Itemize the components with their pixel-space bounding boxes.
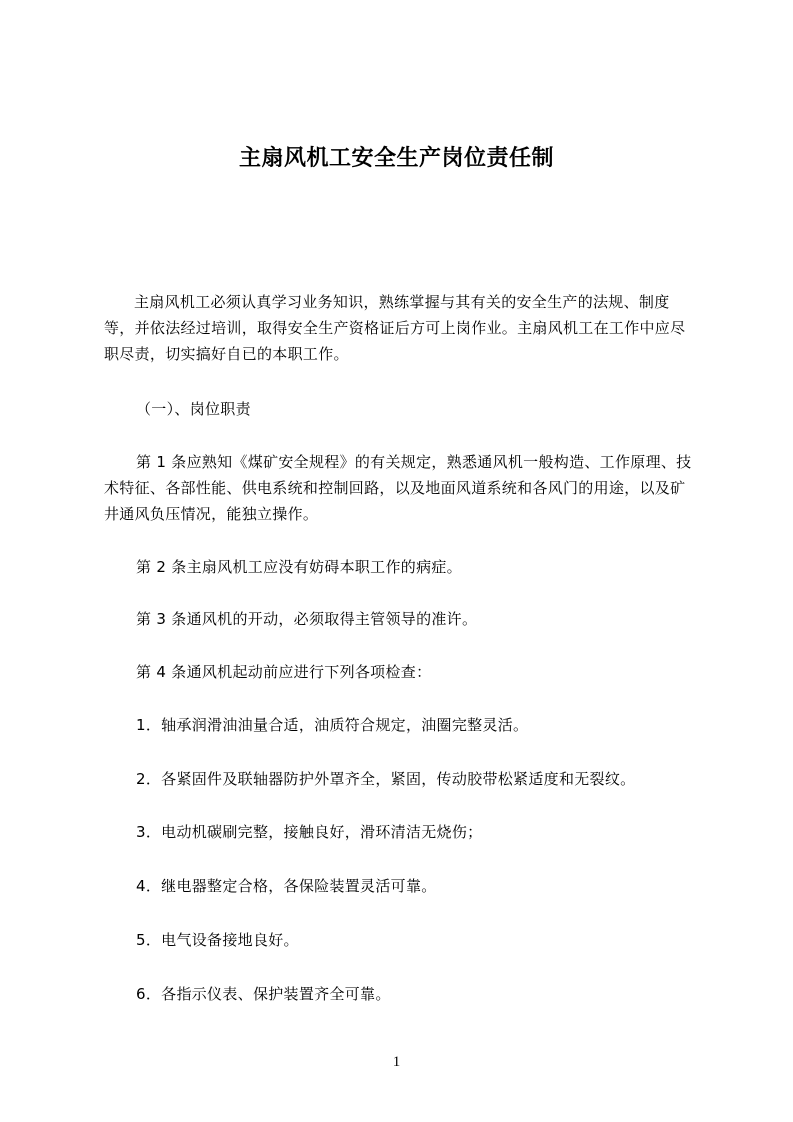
check-item: 1．轴承润滑油油量合适，油质符合规定，油圈完整灵活。	[136, 716, 529, 734]
check-item: 4．继电器整定合格，各保险装置灵活可靠。	[136, 877, 437, 895]
check-item: 2．各紧固件及联轴器防护外罩齐全，紧固，传动胶带松紧适度和无裂纹。	[136, 770, 636, 788]
document-title: 主扇风机工安全生产岗位责任制	[238, 146, 554, 171]
intro-paragraph: 主扇风机工必须认真学习业务知识，熟练掌握与其有关的安全生产的法规、制度等，并依法经过培训，取得安全生产资格证后方可上岗作业。主扇风机工在工作中应尽职尽责，切实搞好自已的本职工作。	[104, 293, 686, 363]
article-1-paragraph: 第 1 条应熟知《煤矿安全规程》的有关规定，熟悉通风机一般构造、工作原理、技术特征、各部性能、供电系统和控制回路，以及地面风道系统和各风门的用途，以及矿井通风负压情况，能独立操作。	[104, 453, 692, 523]
article-2-paragraph: 第 2 条主扇风机工应没有妨碍本职工作的病症。	[136, 558, 462, 576]
check-item: 5．电气设备接地良好。	[136, 931, 299, 949]
article-3-paragraph: 第 3 条通风机的开动，必须取得主管领导的准许。	[136, 610, 478, 628]
page-number: 1	[392, 1054, 401, 1070]
check-item: 3．电动机碳刷完整，接触良好，滑环清洁无烧伤；	[136, 823, 483, 841]
check-item: 6．各指示仪表、保护装置齐全可靠。	[136, 985, 391, 1003]
section-heading: （一）、岗位职责	[136, 400, 251, 418]
article-4-paragraph: 第 4 条通风机起动前应进行下列各项检查：	[136, 663, 432, 681]
